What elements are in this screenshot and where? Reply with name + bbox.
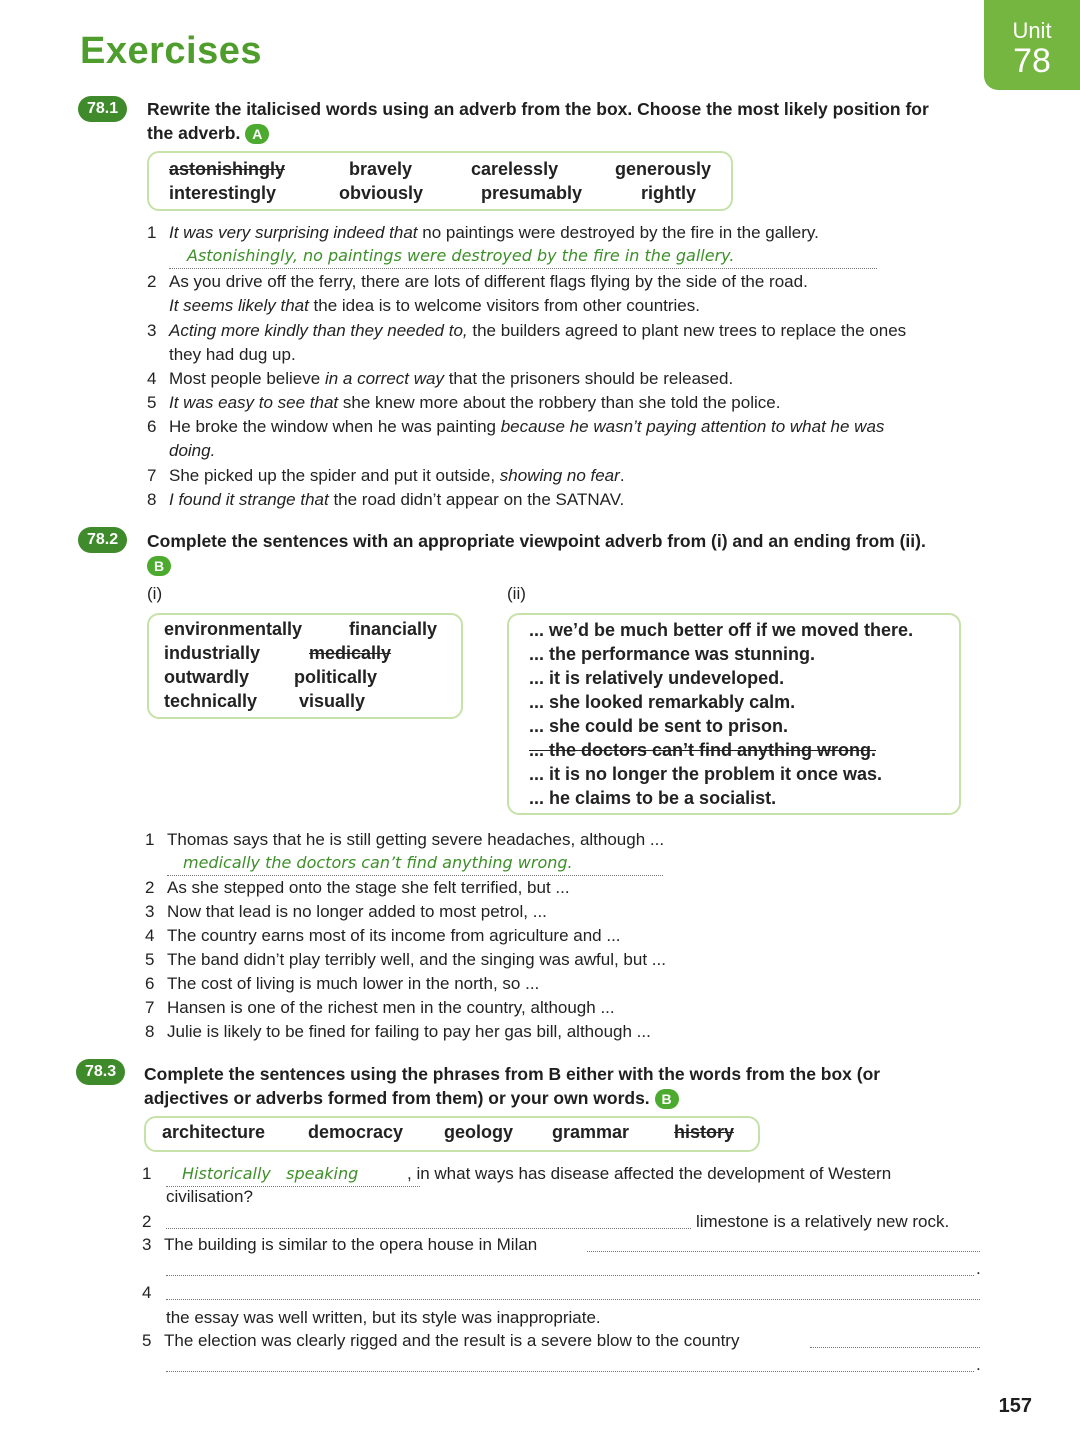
section-badge: B [147, 556, 171, 576]
exercise-78-1-instruction: Rewrite the italicised words using an adverb from the box. Choose the most likely position for the adverb. A [147, 99, 929, 143]
answer-blank[interactable] [166, 1210, 691, 1229]
box-phrase: ... the performance was stunning. [529, 644, 816, 664]
list-item: 3 Now that lead is no longer added to most petrol, ... [145, 902, 547, 921]
answer-blank[interactable] [166, 1353, 974, 1372]
exercise-78-2-instruction: Complete the sentences with an appropriate viewpoint adverb from (i) and an ending from (ii). B [147, 531, 926, 574]
word-box-78-3 [144, 1116, 760, 1152]
box-word: rightly [641, 183, 697, 203]
box-word: politically [294, 667, 378, 687]
list-item: 2 limestone is a relatively new rock. [142, 1212, 950, 1231]
word-box-78-2-i [147, 613, 463, 719]
box-word: industrially [164, 643, 261, 663]
list-item: 5 The band didn’t play terribly well, and the singing was awful, but ... [145, 950, 666, 969]
box-word: bravely [349, 159, 413, 179]
answer-blank[interactable] [166, 1281, 980, 1300]
exercise-78-2-badge: 78.2 [78, 527, 127, 553]
box-word: astonishingly [169, 159, 286, 179]
box-phrase: ... she could be sent to prison. [529, 716, 789, 736]
list-item: 1 Historically speaking , in what ways has disease affected the development of Western civilisation? [142, 1164, 892, 1206]
list-item: 4 Most people believe in a correct way that the prisoners should be released. [147, 369, 734, 388]
list-item: 8 Julie is likely to be fined for failing to pay her gas bill, although ... [145, 1022, 651, 1041]
section-badge: B [655, 1089, 679, 1109]
box-phrase: ... she looked remarkably calm. [529, 692, 796, 712]
box-phrase: ... it is no longer the problem it once was. [529, 764, 883, 784]
box-word: presumably [481, 183, 583, 203]
list-item: 7 She picked up the spider and put it outside, showing no fear. [147, 466, 625, 485]
list-item: 3 The building is similar to the opera house in Milan . [142, 1235, 981, 1278]
box-word: geology [444, 1122, 514, 1142]
list-item: 5 The election was clearly rigged and the result is a severe blow to the country . [142, 1331, 981, 1374]
list-item: 8 I found it strange that the road didn’t appear on the SATNAV. [147, 490, 625, 509]
box-phrase: ... we’d be much better off if we moved there. [529, 620, 914, 640]
box-word: history [674, 1122, 735, 1142]
box-word: outwardly [164, 667, 250, 687]
box-word: interestingly [169, 183, 277, 203]
box-word: generously [615, 159, 712, 179]
answer-blank[interactable] [166, 1257, 974, 1276]
answer-example: Astonishingly, no paintings were destroyed by the fire in the gallery. [169, 244, 877, 269]
unit-label: Unit [1012, 18, 1052, 43]
box-word: architecture [162, 1122, 266, 1142]
section-badge: A [245, 124, 269, 144]
word-box-78-1 [147, 151, 733, 211]
exercise-78-3-badge: 78.3 [76, 1059, 125, 1085]
box-word: obviously [339, 183, 424, 203]
list-item: 3 Acting more kindly than they needed to, the builders agreed to plant new trees to replace the ones they had dug up. [147, 321, 907, 364]
box-word: democracy [308, 1122, 404, 1142]
list-item: 7 Hansen is one of the richest men in the country, although ... [145, 998, 615, 1017]
answer-blank[interactable] [810, 1329, 980, 1348]
box-word: environmentally [164, 619, 303, 639]
page-title: Exercises [80, 30, 262, 72]
list-item: 1 It was very surprising indeed that no paintings were destroyed by the fire in the gallery. Astonishingly, no paintings were destroyed by the fire in the gallery. [147, 221, 997, 271]
exercise-78-3-instruction: Complete the sentences using the phrases from B either with the words from the box (or adjectives or adverbs formed from them) or your own words. B [144, 1064, 881, 1108]
label-i: (i) [147, 584, 163, 603]
label-ii: (ii) [507, 584, 526, 603]
list-item: 2 As she stepped onto the stage she felt terrified, but ... [145, 878, 570, 897]
box-word: medically [309, 643, 392, 663]
list-item: 5 It was easy to see that she knew more about the robbery than she told the police. [147, 393, 781, 412]
answer-example: Historically speaking [166, 1162, 420, 1187]
list-item: 6 The cost of living is much lower in the north, so ... [145, 974, 540, 993]
answer-blank[interactable] [587, 1233, 980, 1252]
box-word: financially [349, 619, 438, 639]
box-phrase: ... it is relatively undeveloped. [529, 668, 785, 688]
list-item: 1 Thomas says that he is still getting severe headaches, although ... medically the doctors can’t find anything wrong. [145, 828, 995, 876]
box-word: visually [299, 691, 366, 711]
exercise-78-1-badge: 78.1 [78, 96, 127, 122]
unit-tab [984, 0, 1080, 90]
list-item: 4 the essay was well written, but its style was inappropriate. [142, 1281, 992, 1329]
box-word: technically [164, 691, 258, 711]
answer-example: medically the doctors can’t find anything wrong. [167, 851, 663, 876]
phrase-box-78-2-ii [507, 613, 961, 815]
list-item: 6 He broke the window when he was painting because he wasn’t paying attention to what he was doing. [147, 417, 885, 460]
box-phrase: ... he claims to be a socialist. [529, 788, 777, 808]
box-word: grammar [552, 1122, 630, 1142]
box-word: carelessly [471, 159, 559, 179]
list-item: 2 As you drive off the ferry, there are lots of different flags flying by the side of the road. It seems likely that the idea is to welcome visitors from other countries. [147, 272, 808, 315]
box-phrase: ... the doctors can’t find anything wrong. [529, 740, 877, 760]
unit-number: 78 [1013, 42, 1051, 80]
page-number: 157 [998, 1395, 1032, 1417]
list-item: 4 The country earns most of its income from agriculture and ... [145, 926, 621, 945]
